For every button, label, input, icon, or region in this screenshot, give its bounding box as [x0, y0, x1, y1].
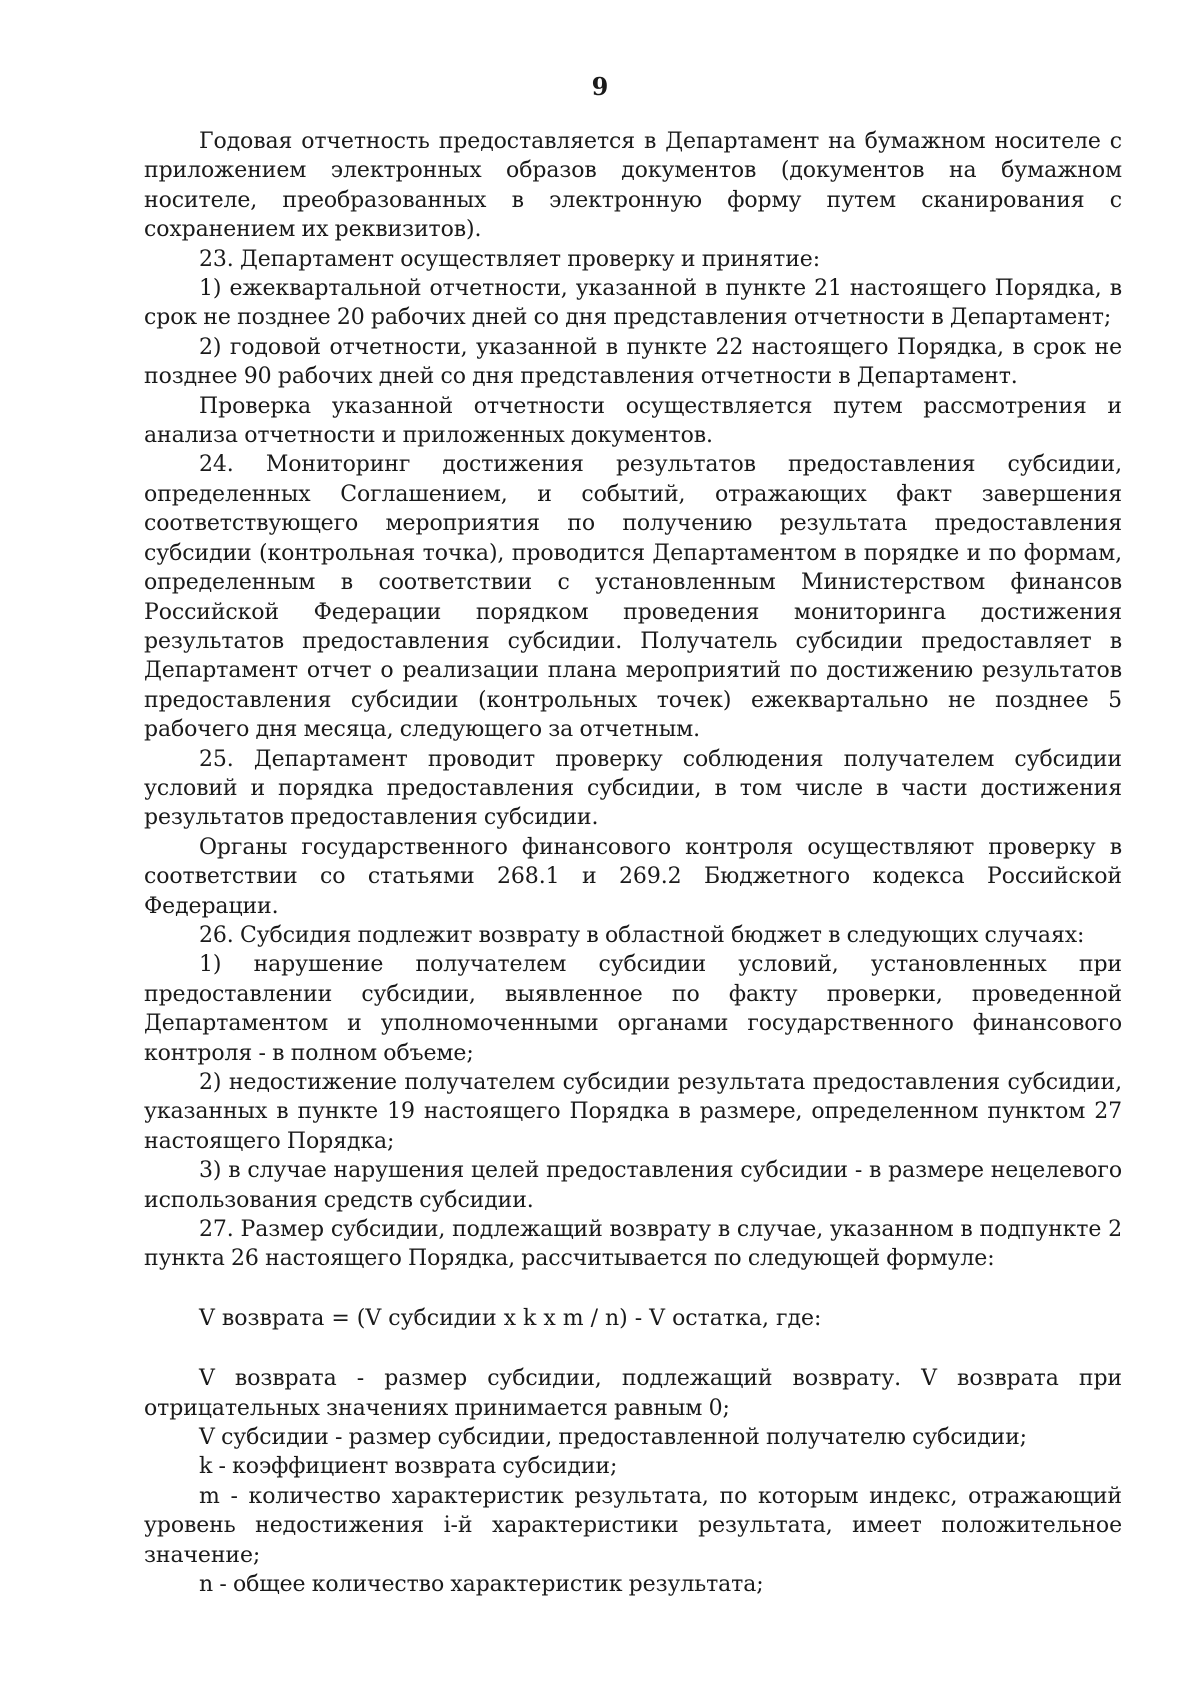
paragraph-26-item-2: 2) недостижение получателем субсидии результата предоставления субсидии, указанных в пункте 19 настоящего Порядка в размере, определенном пунктом 27 настоящего Порядка;	[144, 1070, 1122, 1154]
definition-n: n - общее количество характеристик результата;	[199, 1572, 764, 1598]
paragraph-23-item-1: 1) ежеквартальной отчетности, указанной в пункте 21 настоящего Порядка, в срок не позднее 20 рабочих дней со дня представления отчетности в Департамент;	[144, 276, 1122, 331]
definition-m: m - количество характеристик результата, по которым индекс, отражающий уровень недостижения i-й характеристики результата, имеет положительное значение;	[144, 1483, 1122, 1568]
paragraph-23-check: Проверка указанной отчетности осуществляется путем рассмотрения и анализа отчетности и приложенных документов.	[144, 393, 1122, 449]
paragraph-23-item-2: 2) годовой отчетности, указанной в пункте 22 настоящего Порядка, в срок не позднее 90 рабочих дней со дня представления отчетности в Департамент.	[144, 334, 1122, 390]
definition-v-return: V возврата - размер субсидии, подлежащий возврату. V возврата при отрицательных значениях принимается равным 0;	[144, 1366, 1122, 1421]
paragraph-24: 24. Мониторинг достижения результатов предоставления субсидии, определенных Соглашением, и событий, отражающих факт завершения соответствующего мероприятия по получению результата предоставления субсидии (контрольная точка), проводится Департаментом в порядке и по формам, определенным в соответствии с установленным Министерством финансов Российской Федерации порядком проведения мониторинга достижения результатов предоставления субсидии. Получатель субсидии предоставляет в Департамент отчет о реализации плана мероприятий по достижению результатов предоставления субсидии (контрольных точек) ежеквартально не позднее 5 рабочего дня месяца, следующего за отчетным.	[144, 452, 1122, 743]
document-body	[144, 127, 1122, 1600]
return-formula: V возврата = (V субсидии x k x m / n) - V остатка, где:	[199, 1305, 822, 1331]
paragraph-25: 25. Департамент проводит проверку соблюдения получателем субсидии условий и порядка предоставления субсидии, в том числе в части достижения результатов предоставления субсидии.	[144, 746, 1122, 831]
paragraph-26-item-3: 3) в случае нарушения целей предоставления субсидии - в размере нецелевого использования средств субсидии.	[144, 1158, 1122, 1213]
paragraph-26-item-1: 1) нарушение получателем субсидии условий, установленных при предоставлении субсидии, выявленное по факту проверки, проведенной Департаментом и уполномоченными органами государственного финансового контроля - в полном объеме;	[144, 952, 1122, 1066]
paragraph-annual-report: Годовая отчетность предоставляется в Департамент на бумажном носителе с приложением электронных образов документов (документов на бумажном носителе, преобразованных в электронную форму путем сканирования с сохранением их реквизитов).	[144, 129, 1122, 243]
definition-v-subsidy: V субсидии - размер субсидии, предоставленной получателю субсидии;	[199, 1425, 1027, 1451]
paragraph-25-control: Органы государственного финансового контроля осуществляют проверку в соответствии со статьями 268.1 и 269.2 Бюджетного кодекса Российской Федерации.	[144, 834, 1122, 919]
paragraph-26: 26. Субсидия подлежит возврату в областной бюджет в следующих случаях:	[199, 922, 1085, 948]
definition-k: k - коэффициент возврата субсидии;	[199, 1454, 618, 1480]
paragraph-23: 23. Департамент осуществляет проверку и принятие:	[199, 246, 821, 272]
paragraph-27: 27. Размер субсидии, подлежащий возврату в случае, указанном в подпункте 2 пункта 26 настоящего Порядка, рассчитывается по следующей формуле:	[144, 1217, 1122, 1272]
page-number: 9	[591, 72, 609, 101]
